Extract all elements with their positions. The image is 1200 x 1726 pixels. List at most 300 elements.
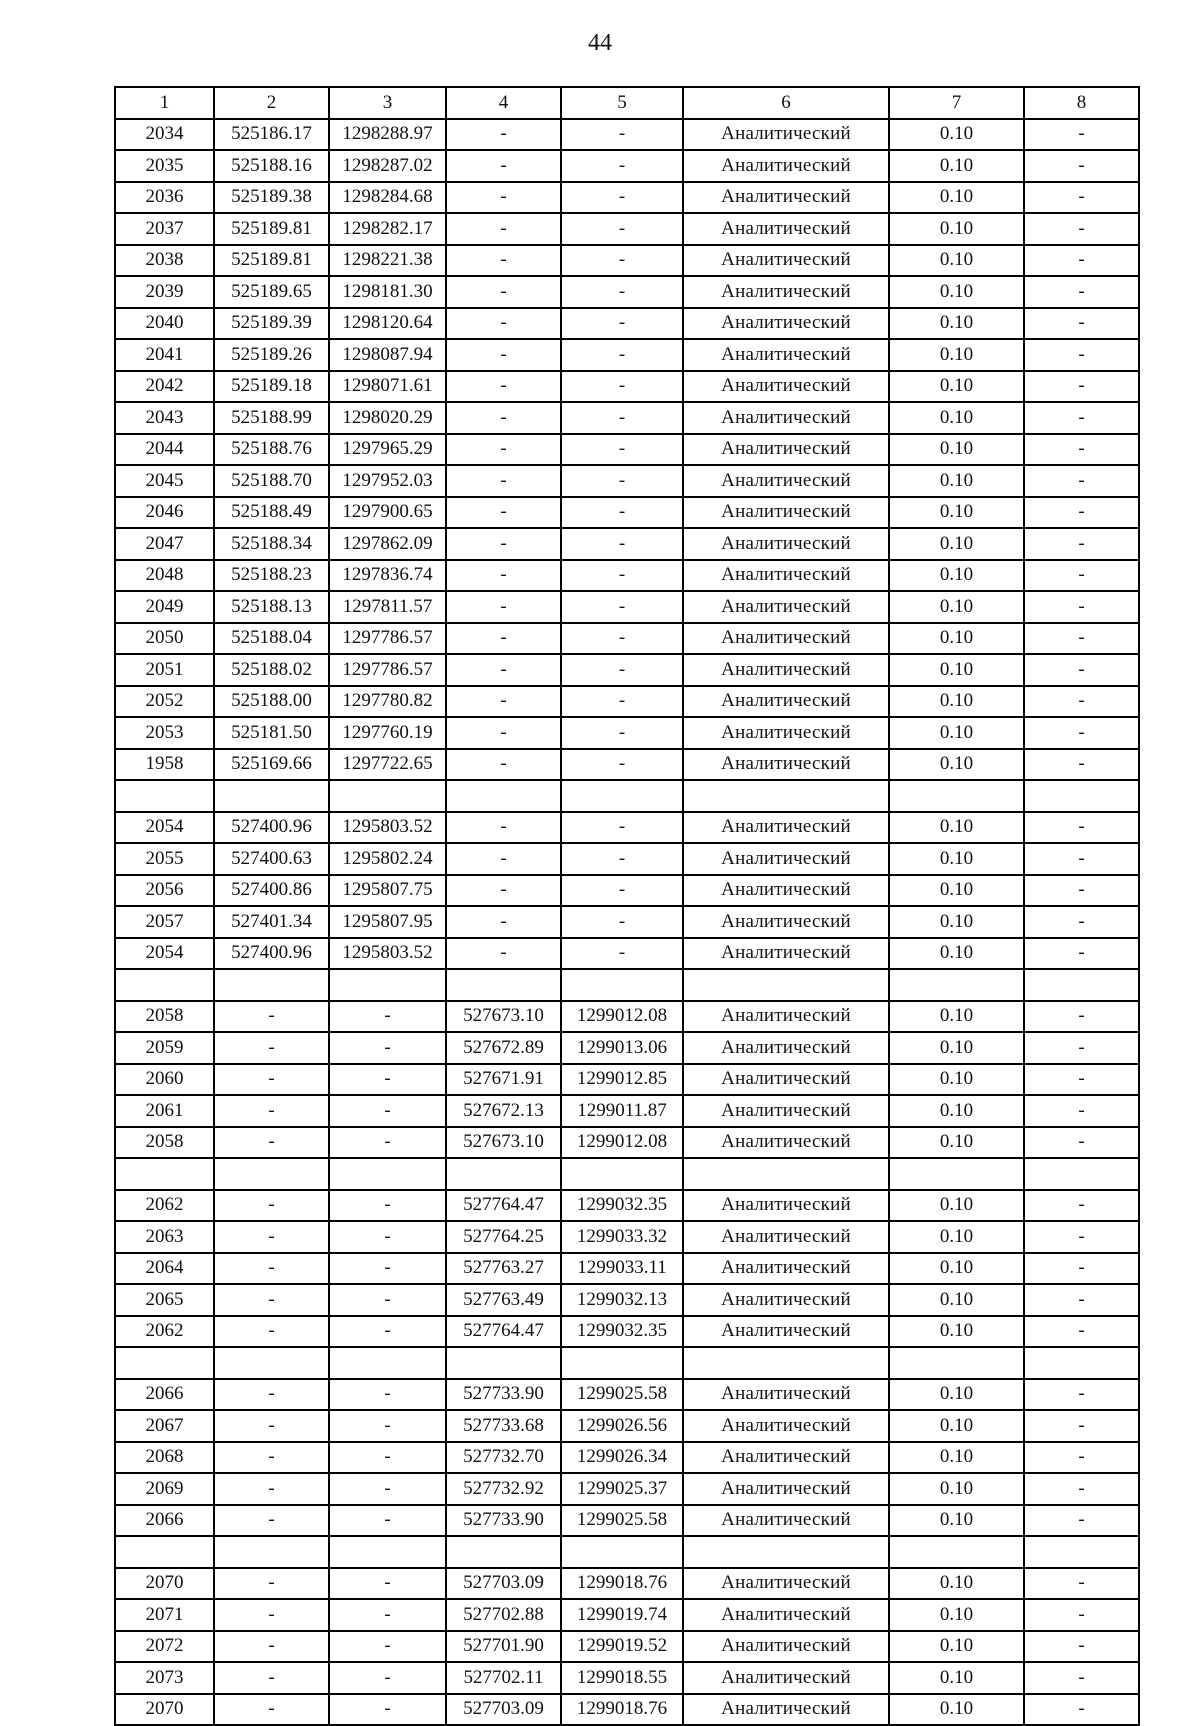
table-body (115, 119, 1139, 1726)
table-cell: - (329, 1064, 446, 1096)
table-cell (446, 1158, 561, 1190)
table-cell (329, 780, 446, 812)
table-cell (214, 1536, 329, 1568)
table-cell: - (561, 843, 683, 875)
table-cell: 1299018.76 (561, 1694, 683, 1726)
table-cell: - (1024, 843, 1139, 875)
table-cell: 0.10 (889, 1127, 1024, 1159)
table-cell: 0.10 (889, 1379, 1024, 1411)
table-cell: - (329, 1442, 446, 1474)
table-cell: 1295803.52 (329, 812, 446, 844)
column-header: 2 (214, 87, 329, 119)
table-cell (683, 1347, 889, 1379)
table-cell: 527673.10 (446, 1127, 561, 1159)
table-cell: - (1024, 150, 1139, 182)
table-cell: 0.10 (889, 1568, 1024, 1600)
table-cell: 527764.47 (446, 1190, 561, 1222)
table-cell: 1295807.75 (329, 875, 446, 907)
table-cell: 525181.50 (214, 717, 329, 749)
table-cell: Аналитический (683, 938, 889, 970)
table-cell: 2052 (115, 686, 214, 718)
table-cell: 525188.99 (214, 402, 329, 434)
table-cell: 0.10 (889, 276, 1024, 308)
table-cell: Аналитический (683, 812, 889, 844)
table-cell: - (446, 213, 561, 245)
table-cell: - (329, 1316, 446, 1348)
table-cell: - (446, 182, 561, 214)
table-cell: 1299012.85 (561, 1064, 683, 1096)
table-cell: - (1024, 875, 1139, 907)
table-cell: - (1024, 213, 1139, 245)
table-cell: - (329, 1032, 446, 1064)
table-cell: - (329, 1095, 446, 1127)
table-cell: Аналитический (683, 1190, 889, 1222)
table-cell: - (214, 1284, 329, 1316)
table-cell: - (1024, 1253, 1139, 1285)
table-cell: 2035 (115, 150, 214, 182)
table-cell: - (329, 1221, 446, 1253)
table-cell: - (1024, 276, 1139, 308)
table-cell: 525188.16 (214, 150, 329, 182)
table-cell: - (214, 1473, 329, 1505)
table-row (115, 213, 1139, 245)
table-cell (683, 1536, 889, 1568)
table-cell: Аналитический (683, 1568, 889, 1600)
table-cell: - (214, 1221, 329, 1253)
table-cell: 0.10 (889, 308, 1024, 340)
table-cell: 0.10 (889, 623, 1024, 655)
table-cell: 0.10 (889, 560, 1024, 592)
table-cell: Аналитический (683, 1001, 889, 1033)
table-cell: - (329, 1568, 446, 1600)
table-cell: 527733.90 (446, 1379, 561, 1411)
table-cell: Аналитический (683, 276, 889, 308)
table-header-row (115, 87, 1139, 119)
table-cell: 0.10 (889, 1032, 1024, 1064)
table-cell: - (561, 371, 683, 403)
table-cell: 1299019.52 (561, 1631, 683, 1663)
table-cell: 0.10 (889, 1410, 1024, 1442)
table-cell: 525169.66 (214, 749, 329, 781)
table-cell: 527703.09 (446, 1694, 561, 1726)
table-cell: - (1024, 1127, 1139, 1159)
table-cell: - (1024, 1064, 1139, 1096)
table-cell: 0.10 (889, 1221, 1024, 1253)
table-cell: 2062 (115, 1316, 214, 1348)
table-cell: 525188.13 (214, 591, 329, 623)
table-cell (115, 1347, 214, 1379)
table-cell: Аналитический (683, 245, 889, 277)
table-cell: - (561, 276, 683, 308)
table-cell (561, 1158, 683, 1190)
table-cell: 2071 (115, 1599, 214, 1631)
table-cell: 527672.13 (446, 1095, 561, 1127)
table-cell: - (329, 1127, 446, 1159)
table-cell: - (446, 717, 561, 749)
table-cell: - (214, 1190, 329, 1222)
table-cell: 2057 (115, 906, 214, 938)
table-cell: Аналитический (683, 434, 889, 466)
table-cell: Аналитический (683, 497, 889, 529)
table-cell: 527400.63 (214, 843, 329, 875)
table-cell (1024, 780, 1139, 812)
table-cell (1024, 1158, 1139, 1190)
table-cell (214, 780, 329, 812)
table-cell: 1297862.09 (329, 528, 446, 560)
table-cell: 1298181.30 (329, 276, 446, 308)
table-cell: 2039 (115, 276, 214, 308)
table-cell (1024, 1536, 1139, 1568)
table-row (115, 1001, 1139, 1033)
table-cell: - (446, 906, 561, 938)
table-cell: 1299033.11 (561, 1253, 683, 1285)
table-cell: 1299018.76 (561, 1568, 683, 1600)
table-cell: - (214, 1316, 329, 1348)
table-cell (329, 1536, 446, 1568)
table-cell: 0.10 (889, 686, 1024, 718)
table-cell: 1299013.06 (561, 1032, 683, 1064)
table-cell: Аналитический (683, 1379, 889, 1411)
table-cell: - (329, 1631, 446, 1663)
table-cell: Аналитический (683, 213, 889, 245)
table-cell: Аналитический (683, 1473, 889, 1505)
table-row (115, 276, 1139, 308)
table-cell (446, 1347, 561, 1379)
table-cell: - (561, 938, 683, 970)
column-header: 4 (446, 87, 561, 119)
table-cell: 2065 (115, 1284, 214, 1316)
table-cell: - (446, 434, 561, 466)
table-cell: Аналитический (683, 654, 889, 686)
table-cell: 2041 (115, 339, 214, 371)
table-cell: 525189.65 (214, 276, 329, 308)
table-cell: - (214, 1568, 329, 1600)
table-cell (329, 1158, 446, 1190)
table-cell: - (446, 654, 561, 686)
table-cell: - (1024, 1410, 1139, 1442)
table-cell: - (1024, 1095, 1139, 1127)
table-cell: 1299033.32 (561, 1221, 683, 1253)
table-cell: - (561, 560, 683, 592)
table-cell: - (1024, 1662, 1139, 1694)
table-cell: 0.10 (889, 1064, 1024, 1096)
table-row (115, 560, 1139, 592)
table-cell: 0.10 (889, 591, 1024, 623)
table-cell: 525189.26 (214, 339, 329, 371)
table-cell: - (329, 1410, 446, 1442)
table-cell: 527401.34 (214, 906, 329, 938)
table-cell: - (446, 528, 561, 560)
table-cell: 0.10 (889, 938, 1024, 970)
table-cell: 527702.11 (446, 1662, 561, 1694)
table-cell: Аналитический (683, 560, 889, 592)
table-cell: Аналитический (683, 465, 889, 497)
table-cell: 1299026.56 (561, 1410, 683, 1442)
table-cell: 2060 (115, 1064, 214, 1096)
table-cell: - (1024, 654, 1139, 686)
table-cell: - (329, 1694, 446, 1726)
table-cell: 0.10 (889, 906, 1024, 938)
table-cell: Аналитический (683, 339, 889, 371)
table-cell: 525189.38 (214, 182, 329, 214)
table-cell (889, 1536, 1024, 1568)
table-cell: 2056 (115, 875, 214, 907)
table-cell: - (329, 1001, 446, 1033)
table-row (115, 1064, 1139, 1096)
table-cell: 1298071.61 (329, 371, 446, 403)
table-row (115, 1347, 1139, 1379)
table-cell: - (446, 843, 561, 875)
table-cell: 1299018.55 (561, 1662, 683, 1694)
table-cell: - (214, 1662, 329, 1694)
table-cell: 525188.76 (214, 434, 329, 466)
table-row (115, 686, 1139, 718)
table-cell: 0.10 (889, 1631, 1024, 1663)
table-cell (214, 1347, 329, 1379)
table-cell: - (1024, 465, 1139, 497)
table-cell: Аналитический (683, 1599, 889, 1631)
table-cell: 1297786.57 (329, 623, 446, 655)
table-row (115, 1316, 1139, 1348)
table-cell: 527400.86 (214, 875, 329, 907)
table-cell: - (1024, 1379, 1139, 1411)
table-row (115, 875, 1139, 907)
table-cell: 0.10 (889, 150, 1024, 182)
table-cell: 2070 (115, 1694, 214, 1726)
table-cell: 2050 (115, 623, 214, 655)
table-cell: - (214, 1032, 329, 1064)
table-cell: - (1024, 812, 1139, 844)
table-cell: - (446, 623, 561, 655)
table-cell: - (1024, 1316, 1139, 1348)
table-cell: 0.10 (889, 213, 1024, 245)
table-cell: 1298282.17 (329, 213, 446, 245)
table-cell: - (1024, 623, 1139, 655)
table-cell: 0.10 (889, 371, 1024, 403)
table-cell: - (446, 812, 561, 844)
table-cell: - (329, 1284, 446, 1316)
table-cell: 0.10 (889, 339, 1024, 371)
table-cell: 2062 (115, 1190, 214, 1222)
table-cell (115, 780, 214, 812)
table-cell: 527764.25 (446, 1221, 561, 1253)
table-cell: 0.10 (889, 1694, 1024, 1726)
table-cell: 1297952.03 (329, 465, 446, 497)
table-cell: 525189.18 (214, 371, 329, 403)
table-cell: - (561, 119, 683, 151)
table-cell: 1295807.95 (329, 906, 446, 938)
table-cell: 1297780.82 (329, 686, 446, 718)
table-cell: 2038 (115, 245, 214, 277)
table-cell: 527671.91 (446, 1064, 561, 1096)
table-cell: 2044 (115, 434, 214, 466)
table-cell: 0.10 (889, 1599, 1024, 1631)
table-cell: 525188.34 (214, 528, 329, 560)
table-cell: 0.10 (889, 1095, 1024, 1127)
table-cell: Аналитический (683, 1316, 889, 1348)
table-cell: - (214, 1095, 329, 1127)
table-cell: - (561, 906, 683, 938)
table-cell: 2068 (115, 1442, 214, 1474)
table-cell: - (446, 686, 561, 718)
table-cell: 1298221.38 (329, 245, 446, 277)
column-header: 7 (889, 87, 1024, 119)
table-cell: - (214, 1442, 329, 1474)
table-cell: - (1024, 339, 1139, 371)
table-row (115, 1631, 1139, 1663)
table-cell: 2045 (115, 465, 214, 497)
table-cell: 525186.17 (214, 119, 329, 151)
table-cell: - (1024, 528, 1139, 560)
table-cell: 0.10 (889, 1001, 1024, 1033)
table-cell: 527732.70 (446, 1442, 561, 1474)
table-row (115, 654, 1139, 686)
table-row (115, 938, 1139, 970)
table-cell: 1297965.29 (329, 434, 446, 466)
table-cell: 0.10 (889, 875, 1024, 907)
table-cell: - (446, 875, 561, 907)
table-cell: - (1024, 371, 1139, 403)
table-cell (214, 1158, 329, 1190)
table-cell: - (329, 1253, 446, 1285)
page-number: 44 (588, 30, 612, 56)
table-cell: - (1024, 1568, 1139, 1600)
table-cell: - (329, 1599, 446, 1631)
table-cell: - (446, 938, 561, 970)
table-cell: - (561, 654, 683, 686)
table-row (115, 1284, 1139, 1316)
table-cell (889, 1347, 1024, 1379)
table-cell: 2051 (115, 654, 214, 686)
table-row (115, 434, 1139, 466)
table-cell: - (561, 150, 683, 182)
table-cell: Аналитический (683, 843, 889, 875)
table-row (115, 812, 1139, 844)
table-cell: - (1024, 119, 1139, 151)
table-cell: Аналитический (683, 1032, 889, 1064)
table-cell (115, 1536, 214, 1568)
table-cell: - (561, 591, 683, 623)
table-cell: 1299025.58 (561, 1505, 683, 1537)
table-cell: 1299025.58 (561, 1379, 683, 1411)
table-cell: - (446, 560, 561, 592)
table-cell: - (214, 1694, 329, 1726)
table-cell: 1297760.19 (329, 717, 446, 749)
table-row (115, 1032, 1139, 1064)
table-cell (1024, 1347, 1139, 1379)
table-cell (115, 969, 214, 1001)
table-row (115, 1442, 1139, 1474)
table-row (115, 1473, 1139, 1505)
table-cell: - (1024, 686, 1139, 718)
table-row (115, 843, 1139, 875)
table-cell: - (1024, 749, 1139, 781)
table-cell (115, 1158, 214, 1190)
table-cell: 1297836.74 (329, 560, 446, 592)
table-cell: - (561, 717, 683, 749)
table-cell: Аналитический (683, 749, 889, 781)
table-cell: Аналитический (683, 1662, 889, 1694)
table-cell (889, 1158, 1024, 1190)
table-cell: 1297722.65 (329, 749, 446, 781)
column-header: 8 (1024, 87, 1139, 119)
table-cell: - (561, 308, 683, 340)
table-row (115, 1662, 1139, 1694)
table-cell (683, 1158, 889, 1190)
table-cell: Аналитический (683, 717, 889, 749)
table-cell: Аналитический (683, 1221, 889, 1253)
table-row (115, 308, 1139, 340)
table-row (115, 591, 1139, 623)
table-cell: Аналитический (683, 182, 889, 214)
table-cell: - (446, 245, 561, 277)
table-cell: - (1024, 591, 1139, 623)
table-row (115, 1158, 1139, 1190)
table-cell: 2048 (115, 560, 214, 592)
table-cell: 527733.68 (446, 1410, 561, 1442)
table-cell: 0.10 (889, 717, 1024, 749)
table-cell (561, 1536, 683, 1568)
table-cell: 1958 (115, 749, 214, 781)
table-cell (214, 969, 329, 1001)
table-cell: - (214, 1505, 329, 1537)
table-cell: - (446, 497, 561, 529)
table-cell: 525189.39 (214, 308, 329, 340)
table-cell: 527400.96 (214, 812, 329, 844)
table-cell: 527764.47 (446, 1316, 561, 1348)
table-cell: 1297811.57 (329, 591, 446, 623)
table-cell: Аналитический (683, 623, 889, 655)
table-row (115, 749, 1139, 781)
table-cell: - (561, 875, 683, 907)
table-cell: - (214, 1631, 329, 1663)
table-cell: - (1024, 402, 1139, 434)
table-cell: - (561, 245, 683, 277)
table-cell: 527673.10 (446, 1001, 561, 1033)
table-cell: - (561, 402, 683, 434)
table-cell: 0.10 (889, 465, 1024, 497)
table-row (115, 402, 1139, 434)
table-row (115, 969, 1139, 1001)
table-cell: 1298087.94 (329, 339, 446, 371)
table-cell: Аналитический (683, 1253, 889, 1285)
table-cell (561, 969, 683, 1001)
table-cell: - (329, 1379, 446, 1411)
table-cell: 0.10 (889, 1505, 1024, 1537)
table-cell: 525188.23 (214, 560, 329, 592)
table-cell (683, 780, 889, 812)
table-row (115, 465, 1139, 497)
table-cell: 525188.49 (214, 497, 329, 529)
table-cell: - (1024, 1032, 1139, 1064)
table-cell: 1295803.52 (329, 938, 446, 970)
table-row (115, 1536, 1139, 1568)
table-cell: 1298284.68 (329, 182, 446, 214)
table-cell: - (1024, 1631, 1139, 1663)
table-cell: 0.10 (889, 119, 1024, 151)
table-cell: Аналитический (683, 1284, 889, 1316)
table-cell: 1298120.64 (329, 308, 446, 340)
table-cell: Аналитический (683, 1631, 889, 1663)
table-cell: 2066 (115, 1505, 214, 1537)
table-cell: - (446, 119, 561, 151)
table-cell (561, 1347, 683, 1379)
table-cell: - (561, 213, 683, 245)
table-row (115, 371, 1139, 403)
table-cell: 525189.81 (214, 213, 329, 245)
table-cell: 525188.02 (214, 654, 329, 686)
table-cell: 0.10 (889, 1284, 1024, 1316)
